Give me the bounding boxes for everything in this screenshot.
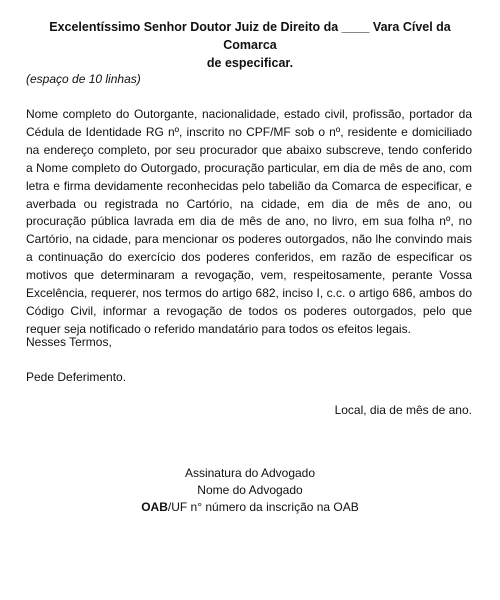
closing-request: Pede Deferimento. xyxy=(26,370,127,384)
lawyer-name: Nome do Advogado xyxy=(197,483,303,497)
place-date: Local, dia de mês de ano. xyxy=(334,403,472,417)
signature-block xyxy=(0,465,500,516)
oab-number-text: /UF n° número da inscrição na OAB xyxy=(167,500,359,514)
oab-registration xyxy=(0,499,500,516)
document-heading xyxy=(40,18,460,72)
oab-label: OAB xyxy=(141,500,168,514)
heading-line-1: Excelentíssimo Senhor Doutor Juiz de Direito da ____ Vara Cível da Comarca xyxy=(49,20,451,52)
space-note: (espaço de 10 linhas) xyxy=(26,72,141,86)
closing-terms: Nesses Termos, xyxy=(26,335,112,349)
body-paragraph: Nome completo do Outorgante, nacionalidade, estado civil, profissão, portador da Cédula de Identidade RG nº, inscrito no CPF/MF sob o nº, residente e domiciliado na endereço completo, por seu procurador que abaixo subscreve, tendo conferido a Nome completo do Outorgado, procuração particular, em dia de mês de ano, com letra e firma devidamente reconhecidas pelo tabelião da Comarca de especificar, e averbada ou registrada no Cartório, na cidade, em dia de mês de ano, ou procuração pública lavrada em dia de mês de ano, no livro, em sua folha nº, no Cartório, na cidade, para mencionar os poderes outorgados, não lhe convindo mais a continuação do exercício dos poderes conferidos, em razão de especificar os motivos que determinaram a revogação, vem, respeitosamente, perante Vossa Excelência, requerer, nos termos do artigo 682, inciso I, c.c. o artigo 686, ambos do Código Civil, informar a revogação de todos os poderes outorgados, pelo que requer seja notificado o referido mandatário para todos os efeitos legais. xyxy=(26,107,472,336)
heading-line-2: de especificar. xyxy=(206,56,294,70)
signature-line: Assinatura do Advogado xyxy=(184,466,316,480)
